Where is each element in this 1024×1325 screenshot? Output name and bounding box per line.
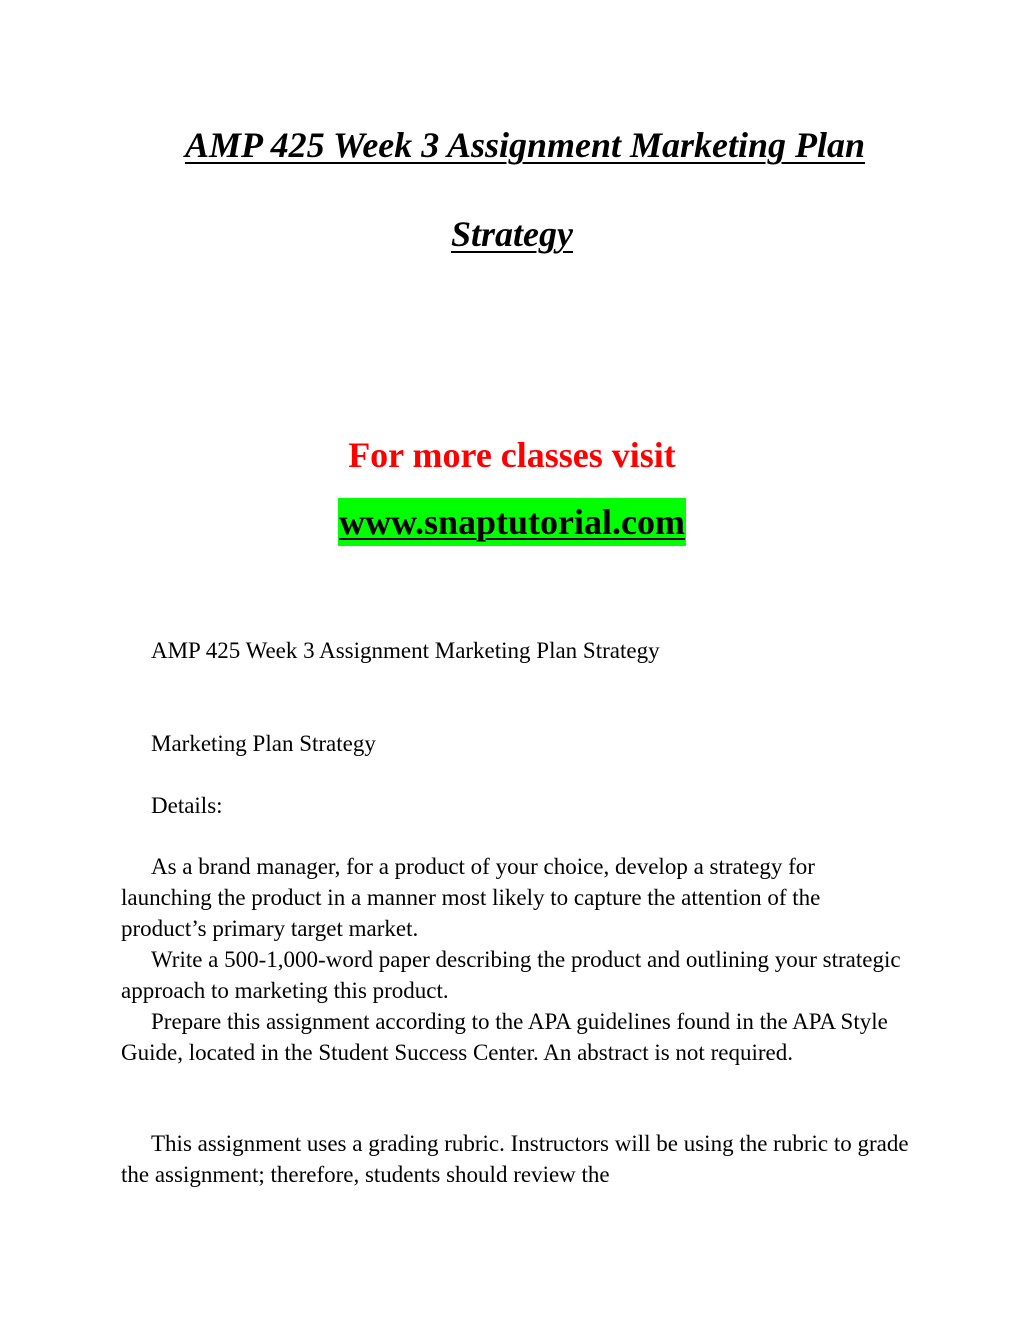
document-title-line-2: Strategy xyxy=(451,214,573,254)
promo-link-container xyxy=(0,498,1024,546)
promo-link[interactable]: www.snaptutorial.com xyxy=(338,498,686,546)
section-heading: Marketing Plan Strategy xyxy=(151,731,376,756)
document-subtitle: AMP 425 Week 3 Assignment Marketing Plan Strategy xyxy=(151,638,660,663)
details-paragraph: Prepare this assignment according to the APA guidelines found in the APA Style Guide, located in the Student Success Center. An abstract is not required. xyxy=(121,1009,888,1065)
rubric-body xyxy=(121,1128,911,1190)
details-label: Details: xyxy=(151,793,223,818)
rubric-paragraph: This assignment uses a grading rubric. Instructors will be using the rubric to grade the assignment; therefore, students should review the xyxy=(121,1131,909,1187)
document-title-line-1: AMP 425 Week 3 Assignment Marketing Plan xyxy=(184,125,866,165)
details-paragraph: Write a 500-1,000-word paper describing the product and outlining your strategic approach to marketing this product. xyxy=(121,947,901,1003)
promo-text: For more classes visit xyxy=(348,435,676,475)
details-body xyxy=(121,851,911,1068)
details-paragraph: As a brand manager, for a product of your choice, develop a strategy for launching the product in a manner most likely to capture the attention of the product’s primary target market. xyxy=(121,854,821,941)
